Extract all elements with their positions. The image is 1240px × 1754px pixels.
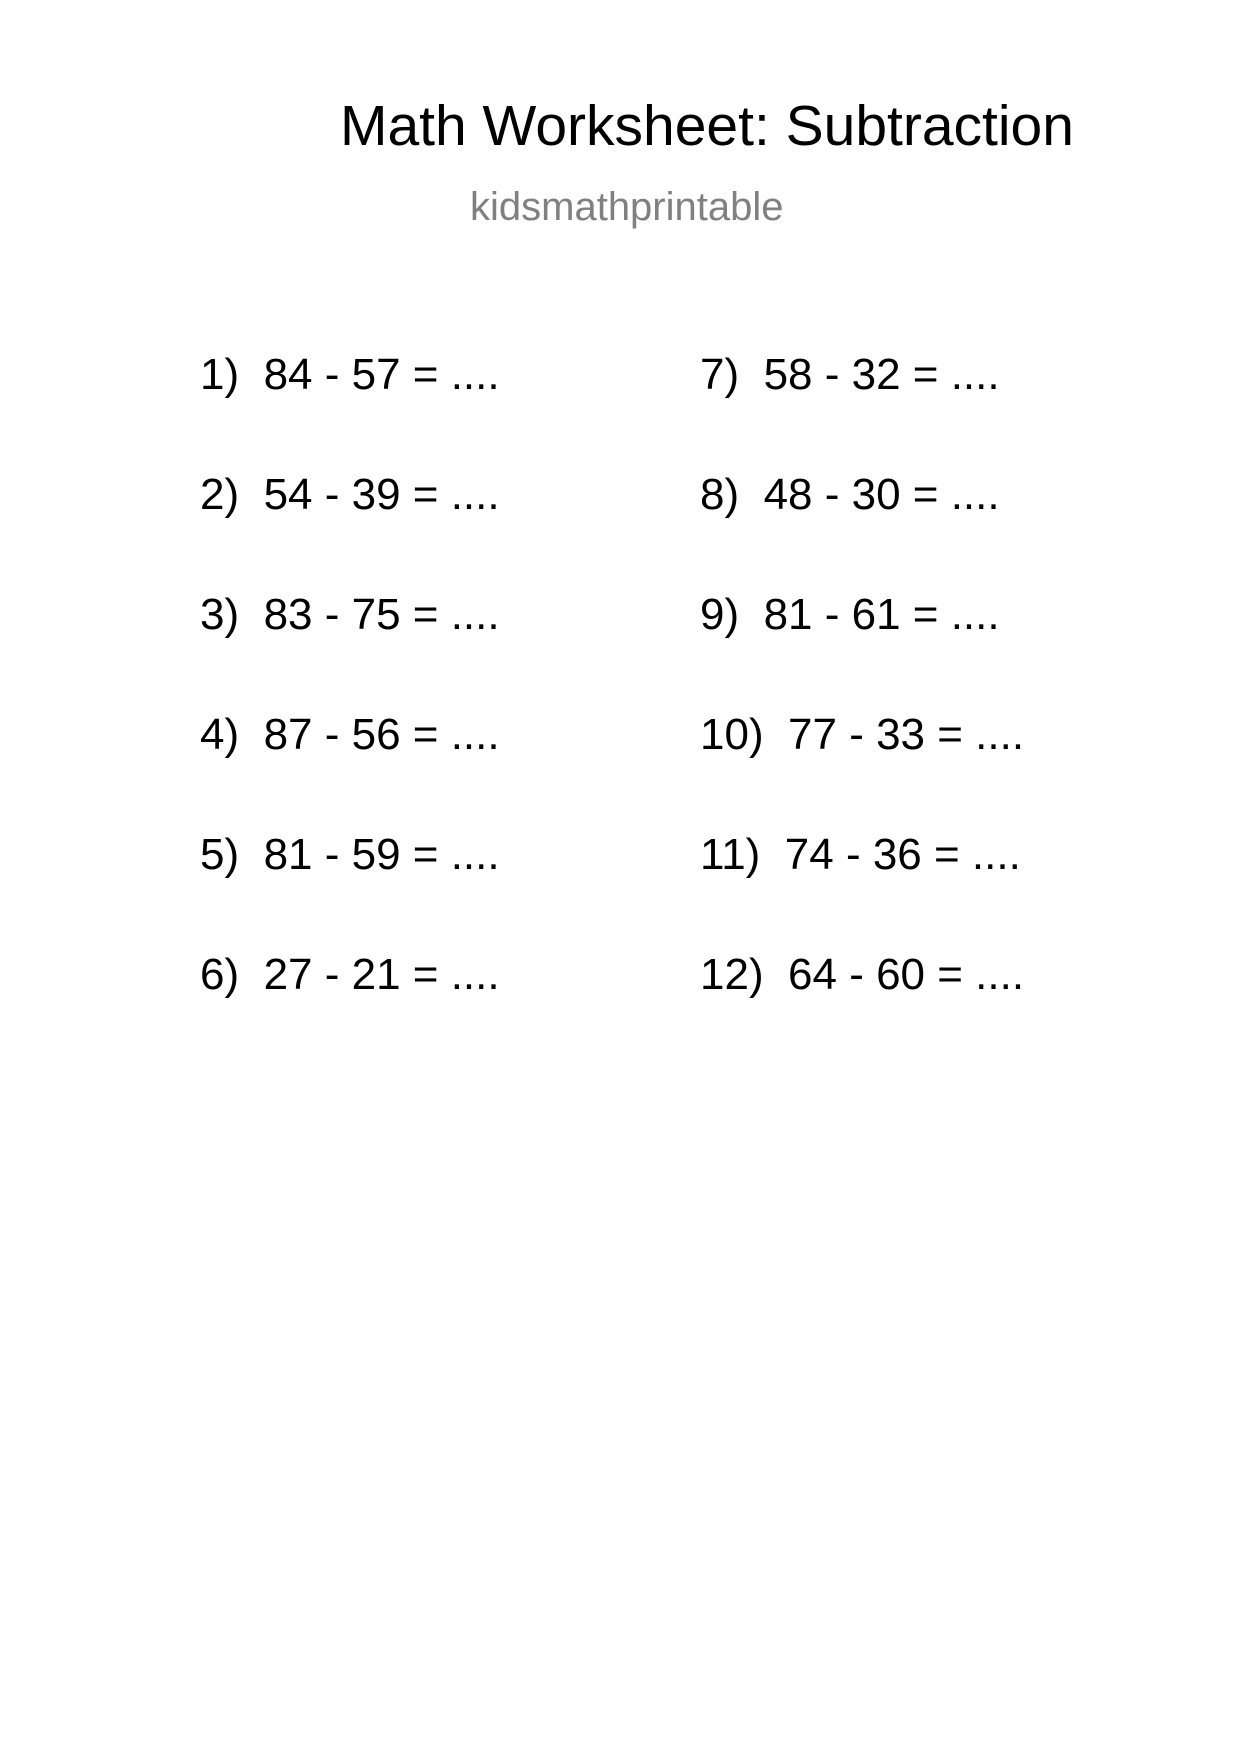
- problem-3: 3) 83 - 75 = ....: [200, 590, 500, 639]
- problem-8: 8) 48 - 30 = ....: [700, 470, 1000, 519]
- problem-6: 6) 27 - 21 = ....: [200, 950, 500, 999]
- problem-5: 5) 81 - 59 = ....: [200, 830, 500, 879]
- problem-11: 11) 74 - 36 = ....: [700, 830, 1021, 879]
- problem-9: 9) 81 - 61 = ....: [700, 590, 1000, 639]
- problem-4: 4) 87 - 56 = ....: [200, 710, 500, 759]
- problem-12: 12) 64 - 60 = ....: [700, 950, 1025, 999]
- problem-10: 10) 77 - 33 = ....: [700, 710, 1025, 759]
- problem-1: 1) 84 - 57 = ....: [200, 350, 500, 399]
- page-subtitle: kidsmathprintable: [470, 185, 784, 229]
- problem-7: 7) 58 - 32 = ....: [700, 350, 1000, 399]
- problem-2: 2) 54 - 39 = ....: [200, 470, 500, 519]
- problem-column-left: [200, 350, 680, 1073]
- problem-column-right: [700, 350, 1180, 1073]
- page-title: Math Worksheet: Subtraction: [340, 94, 1074, 158]
